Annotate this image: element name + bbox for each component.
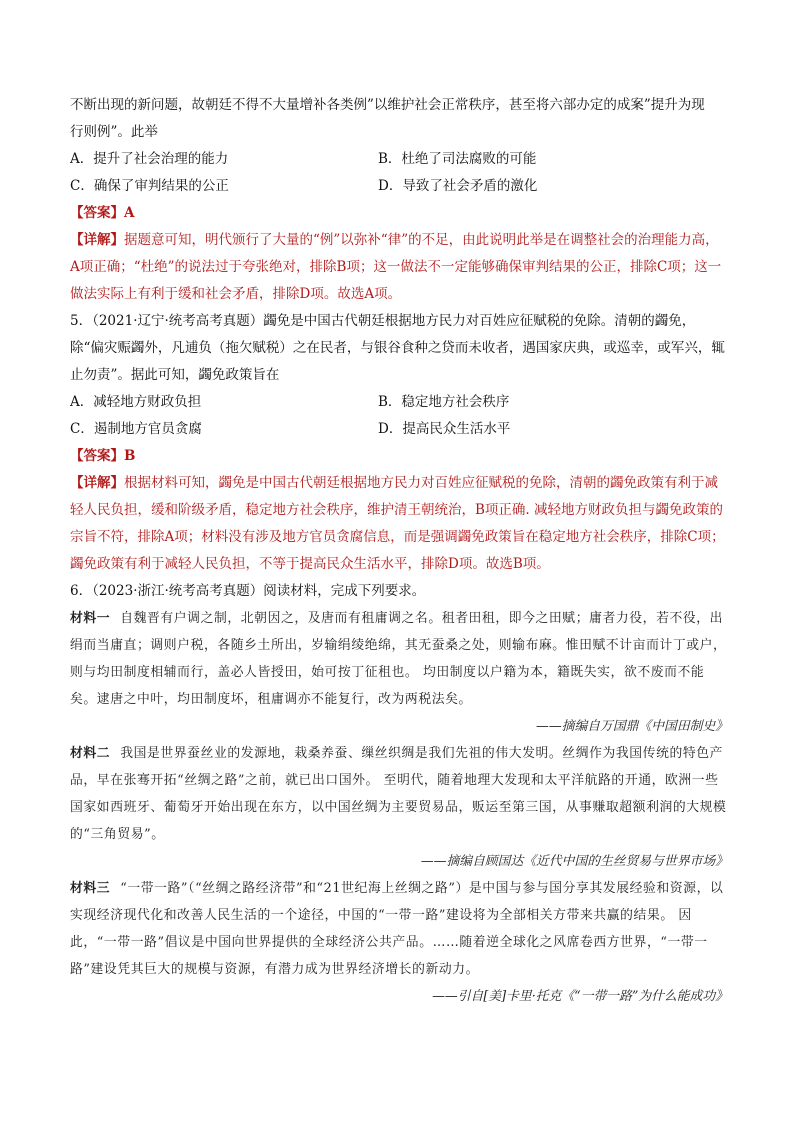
material-3-text: “一带一路”（“丝绸之路经济带”和“21世纪海上丝绸之路”）是中国与参与国分享其发展经验和资源，以实现经济现代化和改善人民生活的一个途径，中国的“一带一路”建设将为全部相关方带来共赢的结果。 因此，“一带一路”倡议是中国向世界提供的全球经济公共产品。……随着逆全球化之风席卷西方世界，“一带一路”建设凭其巨大的规模与资源，有潜力成为世界经济增长的新动力。	[70, 881, 724, 977]
q4-option-d: D．导致了社会矛盾的激化	[378, 178, 538, 194]
q4-option-a: A．提升了社会治理的能力	[70, 151, 229, 167]
material-2-source: ——摘编自顾国达《近代中国的生丝贸易与世界市场》	[420, 854, 728, 869]
material-3	[70, 875, 728, 983]
question-page	[70, 92, 728, 1010]
q4-stem-line2: 行则例”。此举	[70, 124, 158, 140]
q5-option-a: A．减轻地方财政负担	[70, 394, 202, 410]
material-1-text: 自魏晋有户调之制，北朝因之，及唐而有租庸调之名。租者田租，即今之田赋；庸者力役，若不役，出绢而当庸直；调则户税，各随乡土所出，岁输绢绫绝绵，其无蚕桑之处，则输布麻。惟田赋不计亩而计丁或户，则与均田制度相辅而行，盖必人皆授田，始可按丁征租也。 均田制度以户籍为本，籍既失实，欲不废而不能矣。逮唐之中叶，均田制度坏，租庸调亦不能复行，改为两税法矣。	[70, 611, 727, 707]
q4-options-row2	[70, 173, 728, 200]
q4-detail	[70, 227, 728, 308]
material-3-label: 材料三	[70, 881, 111, 896]
q5-options-row1	[70, 389, 728, 416]
q5-option-d: D．提高民众生活水平	[378, 421, 511, 437]
material-2-text: 我国是世界蚕丝业的发源地，栽桑养蚕、缫丝织绸是我们先祖的伟大发明。丝绸作为我国传统的特色产品，早在张骞开拓“丝绸之路”之前，就已出口国外。 至明代，随着地理大发现和太平洋航路的开通，欧洲一些国家如西班牙、葡萄牙开始出现在东方，以中国丝绸为主要贸易品，贩运至第三国，从事赚取超额利润的大规模的“三角贸易”。	[70, 746, 727, 842]
material-1-source: ——摘编自万国鼎《中国田制史》	[536, 719, 728, 734]
q4-stem-line1: 不断出现的新问题，故朝廷不得不大量增补各类例”以维护社会正常秩序，甚至将六部办定的成案”提升为现	[70, 97, 705, 113]
q4-option-b: B．杜绝了司法腐败的可能	[378, 151, 537, 167]
material-1-label: 材料一	[70, 611, 111, 626]
q4-answer: 【答案】A	[70, 205, 135, 221]
q5-option-b: B．稳定地方社会秩序	[378, 394, 510, 410]
q4-option-c: C．确保了审判结果的公正	[70, 178, 229, 194]
material-3-source: ——引自[美]卡里·托克《“一带一路”为什么能成功》	[432, 989, 728, 1004]
q6-stem: 6．（2023·浙江·统考高考真题）阅读材料，完成下列要求。	[70, 583, 426, 599]
q5-detail-tag: 【详解】	[70, 475, 124, 491]
q5-detail	[70, 470, 728, 578]
material-2	[70, 740, 728, 848]
q5-detail-text: 根据材料可知，蠲免是中国古代朝廷根据地方民力对百姓应征赋税的免除，清朝的蠲免政策有利于减轻人民负担，缓和阶级矛盾，稳定地方社会秩序，维护清王朝统治，B项正确. 减轻地方财政负担与蠲免政策的宗旨不符，排除A项；材料没有涉及地方官员贪腐信息，而是强调蠲免政策旨在稳定地方社会秩序，排除C项；蠲免政策有利于减轻人民负担，不等于提高民众生活水平，排除D项。故选B项。	[70, 475, 725, 572]
q4-detail-text: 据题意可知，明代颁行了大量的“例”以弥补“律”的不足，由此说明此举是在调整社会的治理能力高，A项正确；“杜绝”的说法过于夸张绝对，排除B项；这一做法不一定能够确保审判结果的公正，排除C项；这一做法实际上有利于缓和社会矛盾，排除D项。故选A项。	[70, 232, 722, 302]
q4-options-row1	[70, 146, 728, 173]
q5-options-row2	[70, 416, 728, 443]
q5-stem: 5．（2021·辽宁·统考高考真题）蠲免是中国古代朝廷根据地方民力对百姓应征赋税的免除。清朝的蠲免，除“偏灾赈蠲外，凡逋负（拖欠赋税）之在民者，与银谷食种之贷而未收者，遇国家庆典，或巡幸，或军兴，辄止勿责”。据此可知，蠲免政策旨在	[70, 313, 725, 383]
material-2-label: 材料二	[70, 746, 111, 761]
q5-option-c: C．遏制地方官员贪腐	[70, 421, 202, 437]
q5-answer: 【答案】B	[70, 448, 136, 464]
material-1	[70, 605, 728, 713]
q4-detail-tag: 【详解】	[70, 232, 124, 248]
